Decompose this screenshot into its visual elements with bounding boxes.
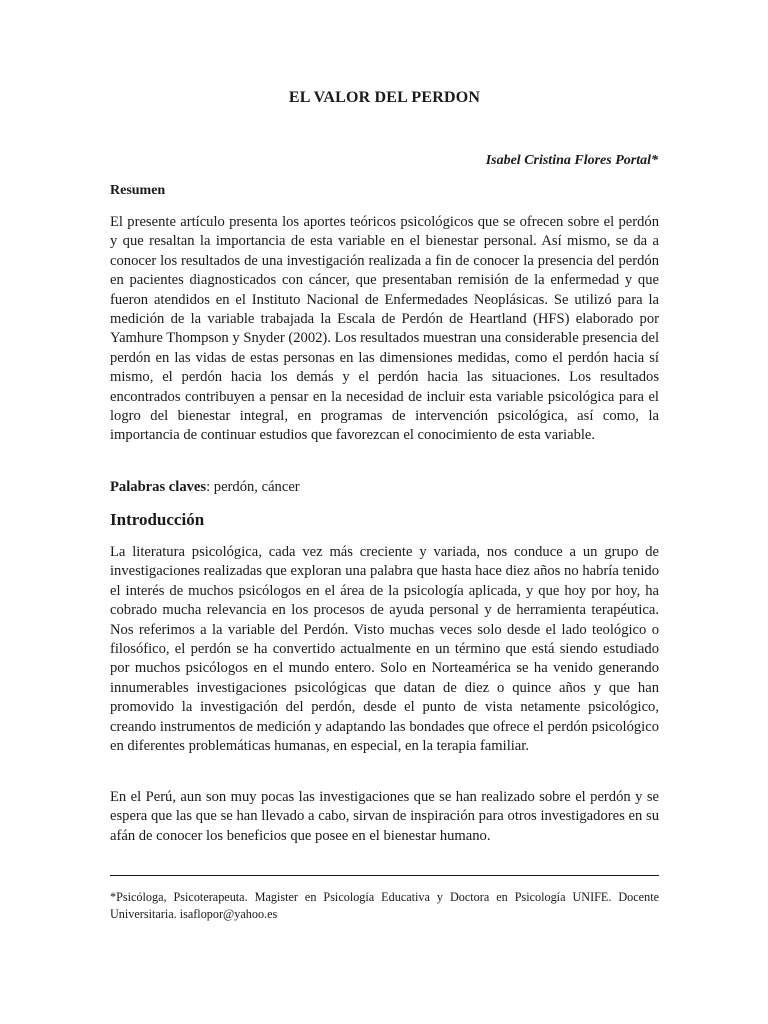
intro-heading: Introducción xyxy=(110,510,205,529)
author-name: Isabel Cristina Flores Portal* xyxy=(485,153,658,168)
abstract-text: El presente artículo presenta los aportes teóricos psicológicos que se ofrecen sobre el perdón y que resaltan la importancia de esta variable en el bienestar personal. Así mismo, se da a conocer los resultados de una investigación realizada a fin de conocer la presencia del perdón en pacientes diagnosticados con cáncer, que presentaban remisión de la enfermedad y que fueron atendidos en el Instituto Nacional de Enfermedades Neoplásicas. Se utilizó para la medición de la variable trabajada la Escala de Perdón de Heartland (HFS) elaborado por Yamhure Thompson y Snyder (2002). Los resultados muestran una considerable presencia del perdón en las vidas de estas personas en las dimensiones medidas, como el perdón hacia sí mismo, el perdón hacia los demás y el perdón hacia las situaciones. Los resultados encontrados contribuyen a pensar en la necesidad de incluir esta variable psicológica para el logro del bienestar integral, en programas de intervención psicológica, así como, la importancia de continuar estudios que favorezcan el conocimiento de esta variable. xyxy=(110,214,659,444)
document-title: EL VALOR DEL PERDON xyxy=(288,89,481,106)
keywords-line xyxy=(110,478,300,497)
abstract-heading: Resumen xyxy=(110,183,166,198)
footnote-divider xyxy=(110,875,659,876)
keywords-text: : perdón, cáncer xyxy=(206,479,300,495)
intro-paragraph-2: En el Perú, aun son muy pocas las investigaciones que se han realizado sobre el perdón y se espera que las que se han llevado a cabo, sirvan de inspiración para otros investigadores en su afán de conocer los beneficios que posee en el bienestar humano. xyxy=(110,789,659,844)
footnote-text: *Psicóloga, Psicoterapeuta. Magister en Psicología Educativa y Doctora en Psicología UNIFE. Docente Universitaria. isaflopor@yahoo.es xyxy=(110,890,659,921)
intro-paragraph-1: La literatura psicológica, cada vez más creciente y variada, nos conduce a un grupo de investigaciones realizadas que exploran una palabra que hasta hace diez años no habría tenido el interés de muchos psicólogos en el área de la psicología aplicada, y que hoy por hoy, ha cobrado mucha relevancia en los procesos de ayuda personal y de herramienta terapéutica. Nos referimos a la variable del Perdón. Visto muchas veces solo desde el lado teológico o filosófico, el perdón se ha convertido actualmente en un término que está siendo estudiado por muchos psicólogos en el mundo entero. Solo en Norteamérica se ha venido generando innumerables investigaciones psicológicas que datan de diez o quince años y que han promovido la investigación del perdón, desde el punto de vista netamente psicológico, creando instrumentos de medición y adaptando las bondades que ofrece el perdón psicológico en diferentes problemáticas humanas, en especial, en la terapia familiar. xyxy=(110,544,659,755)
keywords-label: Palabras claves xyxy=(110,479,207,495)
